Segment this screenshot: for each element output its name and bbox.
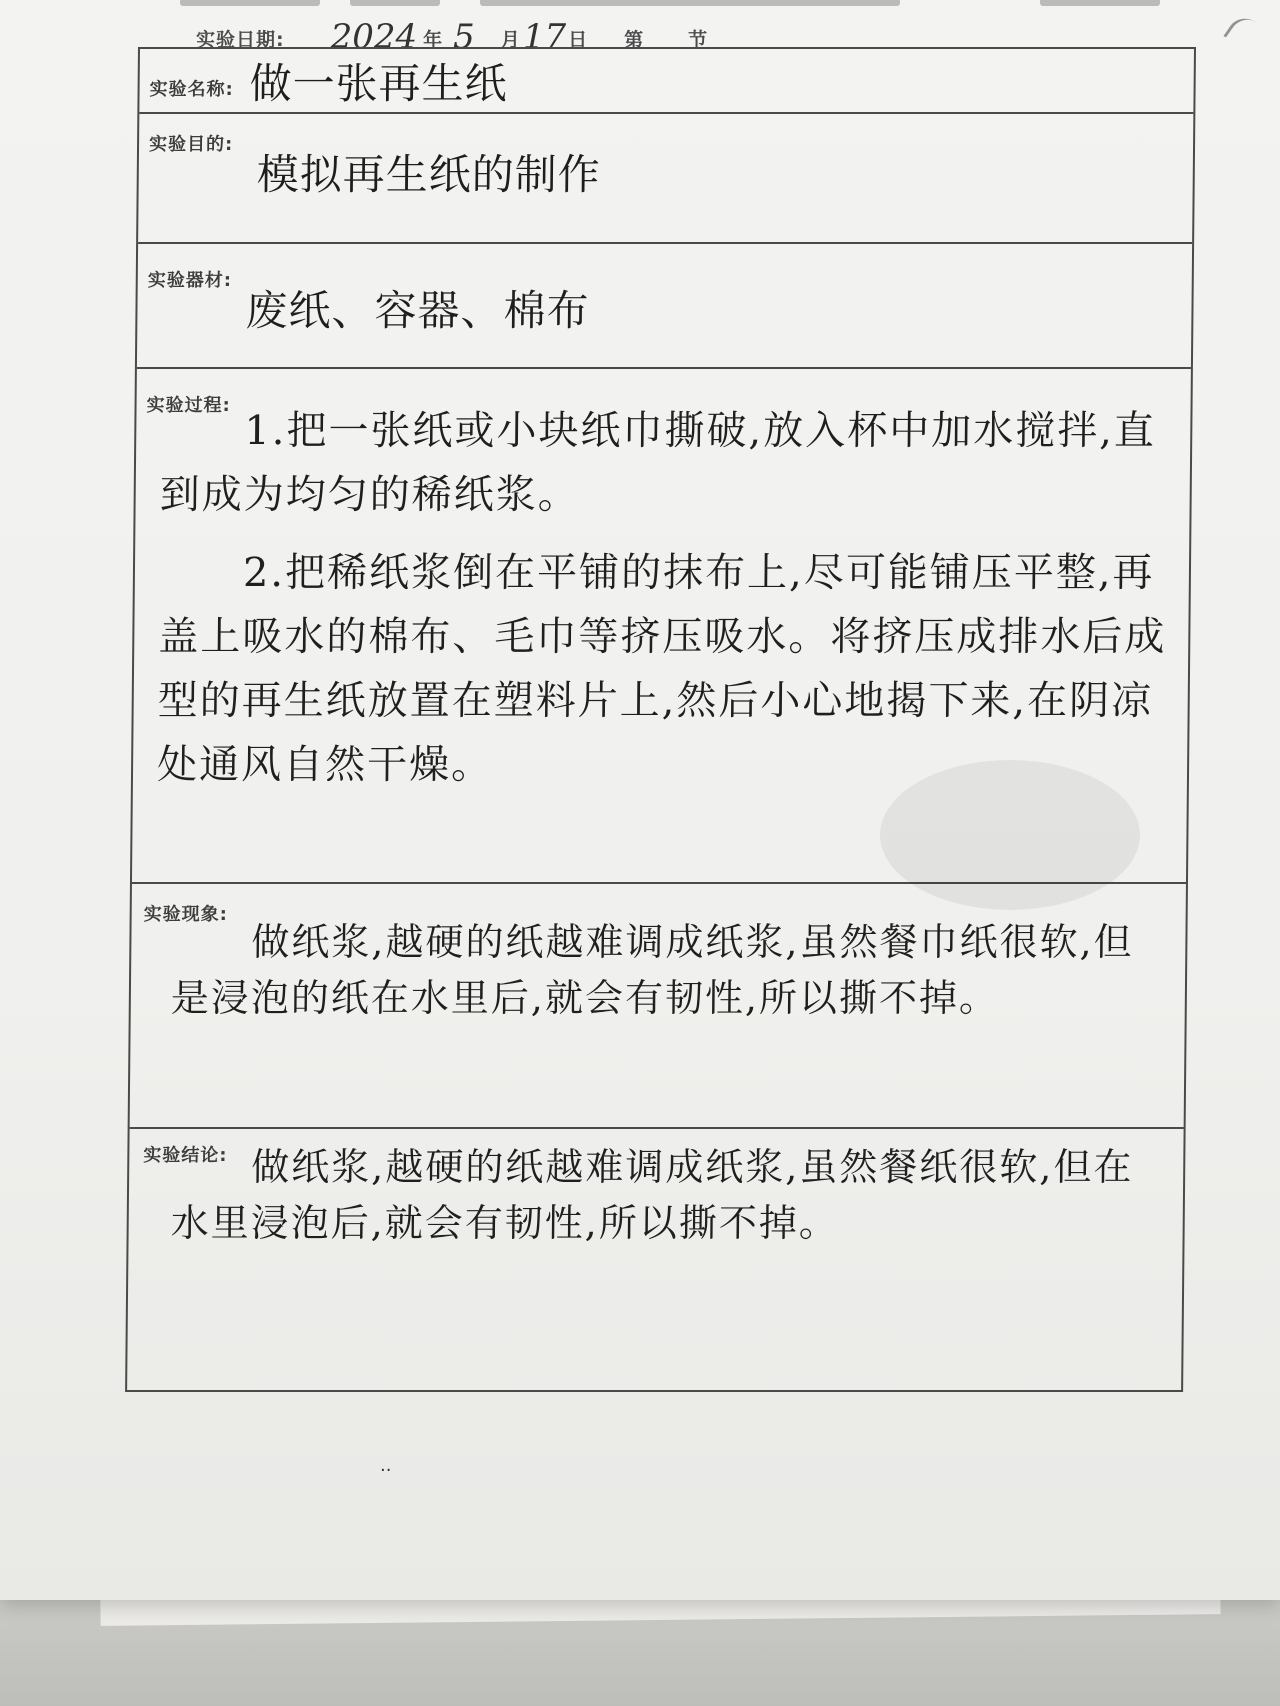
date-label: 实验日期:: [196, 29, 285, 51]
pen-dots: ··: [380, 1460, 392, 1481]
paper-shadow: [880, 760, 1140, 910]
section-experiment-conclusion: [127, 1129, 1184, 1394]
experiment-process-body: [157, 399, 1171, 797]
date-year: 2024: [330, 17, 418, 57]
experiment-name-label: 实验名称:: [149, 79, 234, 100]
experiment-form-table: [125, 47, 1196, 1392]
experiment-materials-value: 废纸、容器、棉布: [245, 286, 590, 335]
cut-off-header: [180, 0, 1180, 8]
experiment-materials-label: 实验器材:: [147, 270, 233, 291]
process-step-2: 2.把稀纸浆倒在平铺的抹布上,尽可能铺压平整,再盖上吸水的棉布、毛巾等挤压吸水。将挤压成排水后成型的再生纸放置在塑料片上,然后小心地揭下来,在阴凉处通风自然干燥。: [156, 550, 1167, 788]
pen-mark: [1223, 11, 1267, 55]
date-year-unit: 年: [423, 29, 444, 51]
period-unit: 节: [688, 29, 709, 51]
experiment-conclusion-value: 做纸浆,越硬的纸越难调成纸浆,虽然餐纸很软,但在水里浸泡后,就会有韧性,所以撕不掉。: [170, 1145, 1134, 1245]
experiment-name-value: 做一张再生纸: [249, 59, 508, 108]
date-month: 5: [453, 17, 475, 57]
experiment-purpose-label: 实验目的:: [148, 134, 234, 155]
experiment-purpose-value: 模拟再生纸的制作: [256, 150, 602, 199]
process-step-1: 1.把一张纸或小块纸巾撕破,放入杯中加水搅拌,直到成为均匀的稀纸浆。: [159, 408, 1157, 518]
experiment-conclusion-body: [170, 1139, 1171, 1251]
experiment-phenomenon-label: 实验现象:: [143, 904, 228, 925]
section-experiment-name: [139, 49, 1194, 114]
section-experiment-phenomenon: [130, 884, 1186, 1129]
date-day-unit: 日: [568, 29, 589, 51]
experiment-conclusion-label: 实验结论:: [143, 1145, 228, 1166]
experiment-phenomenon-value: 做纸浆,越硬的纸越难调成纸浆,虽然餐巾纸很软,但是浸泡的纸在水里后,就会有韧性,所以撕不掉。: [170, 920, 1134, 1020]
experiment-phenomenon-body: [171, 914, 1172, 1026]
period-prefix: 第: [624, 29, 645, 51]
date-day: 17: [522, 17, 567, 57]
date-month-unit: 月: [500, 29, 521, 51]
experiment-process-label: 实验过程:: [146, 395, 231, 416]
section-experiment-purpose: [138, 114, 1193, 244]
section-experiment-materials: [137, 244, 1192, 369]
